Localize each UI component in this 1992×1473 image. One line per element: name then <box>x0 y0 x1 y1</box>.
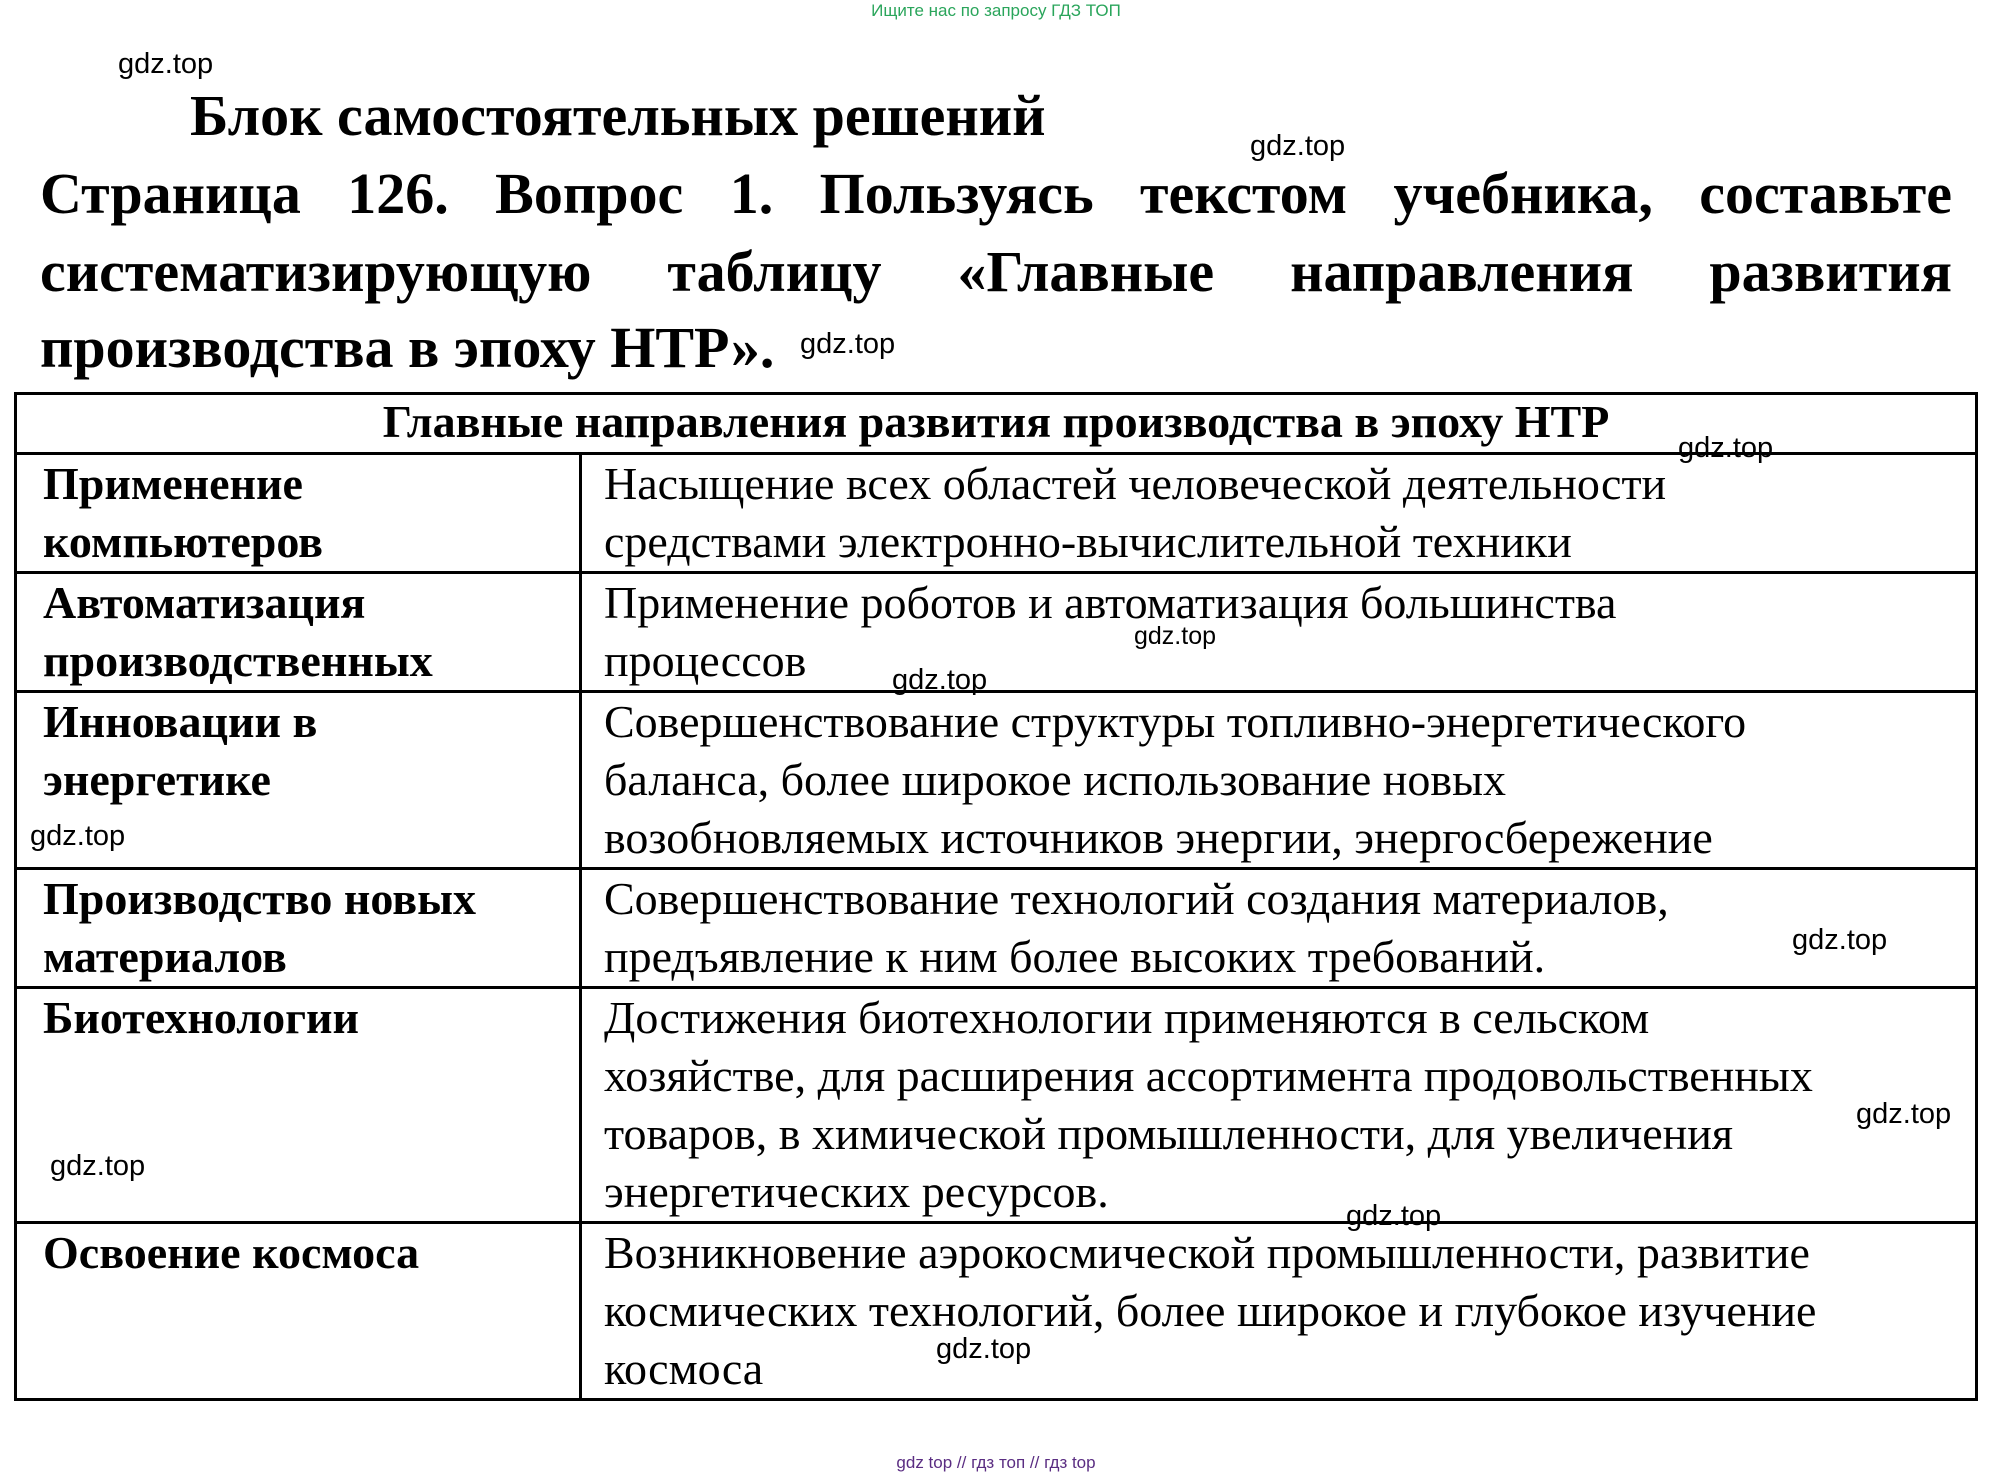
description-cell <box>581 988 1977 1223</box>
cell-line: баланса, более широкое использование новых <box>604 754 1507 805</box>
direction-cell <box>16 1223 581 1400</box>
direction-cell <box>16 988 581 1223</box>
cell-line: товаров, в химической промышленности, для увеличения <box>604 1108 1734 1159</box>
cell-line: Возникновение аэрокосмической промышленности, развитие <box>604 1227 1810 1278</box>
cell-line: компьютеров <box>43 516 324 567</box>
table-row <box>16 692 1977 869</box>
table-row <box>16 1223 1977 1400</box>
cell-line: Автоматизация <box>43 577 366 628</box>
watermark: gdz.top <box>892 664 988 696</box>
directions-table <box>14 392 1978 1401</box>
cell-line: средствами электронно-вычислительной техники <box>604 516 1572 567</box>
cell-line: процессов <box>604 635 807 686</box>
watermark: gdz.top <box>30 820 126 852</box>
section-title: Блок самостоятельных решений <box>190 83 1046 148</box>
question-line-1: Страница 126. Вопрос 1. Пользуясь текстом учебника, составьте <box>40 161 1952 226</box>
watermark: gdz.top <box>1346 1200 1442 1232</box>
cell-line: Применение роботов и автоматизация большинства <box>604 577 1617 628</box>
footer-links: gdz top // гдз топ // гдз top <box>896 1453 1096 1472</box>
watermark: gdz.top <box>1250 130 1346 162</box>
cell-line: энергетических ресурсов. <box>604 1166 1109 1217</box>
description-cell <box>581 1223 1977 1400</box>
watermark: gdz.top <box>1678 432 1774 464</box>
cell-line: возобновляемых источников энергии, энергосбережение <box>604 812 1713 863</box>
table-row <box>16 454 1977 573</box>
direction-cell <box>16 692 581 869</box>
table-header-row <box>16 394 1977 454</box>
direction-cell <box>16 573 581 692</box>
direction-cell <box>16 454 581 573</box>
description-cell <box>581 869 1977 988</box>
description-cell <box>581 573 1977 692</box>
table-row <box>16 869 1977 988</box>
watermark: gdz.top <box>1792 924 1888 956</box>
question-line-2: систематизирующую таблицу «Главные направления развития <box>40 239 1952 304</box>
watermark: gdz.top <box>936 1333 1032 1365</box>
cell-line: предъявление к ним более высоких требований. <box>604 931 1546 982</box>
watermark: gdz.top <box>1134 622 1217 650</box>
table-row <box>16 573 1977 692</box>
cell-line: Достижения биотехнологии применяются в сельском <box>604 992 1650 1043</box>
description-cell <box>581 454 1977 573</box>
cell-line: Биотехнологии <box>43 992 360 1043</box>
description-cell <box>581 692 1977 869</box>
cell-line: Насыщение всех областей человеческой деятельности <box>604 458 1667 509</box>
watermark: gdz.top <box>800 328 896 360</box>
cell-line: Совершенствование технологий создания материалов, <box>604 873 1669 924</box>
cell-line: хозяйстве, для расширения ассортимента продовольственных <box>604 1050 1813 1101</box>
cell-line: Применение <box>43 458 303 509</box>
cell-line: Совершенствование структуры топливно-энергетического <box>604 696 1747 747</box>
watermark: gdz.top <box>50 1150 146 1182</box>
table-title: Главные направления развития производства в эпоху НТР <box>16 394 1977 454</box>
cell-line: Инновации в <box>43 696 318 747</box>
cell-line: космических технологий, более широкое и глубокое изучение <box>604 1285 1817 1336</box>
cell-line: Освоение космоса <box>43 1227 420 1278</box>
cell-line: космоса <box>604 1343 764 1394</box>
table-row <box>16 988 1977 1223</box>
cell-line: материалов <box>43 931 287 982</box>
cell-line: энергетике <box>43 754 271 805</box>
cell-line: производственных <box>43 635 433 686</box>
watermark: gdz.top <box>118 48 214 80</box>
top-banner: Ищите нас по запросу ГДЗ ТОП <box>871 1 1121 20</box>
watermark: gdz.top <box>1856 1098 1952 1130</box>
direction-cell <box>16 869 581 988</box>
cell-line: Производство новых <box>43 873 476 924</box>
question-line-3: производства в эпоху НТР». <box>40 315 775 380</box>
